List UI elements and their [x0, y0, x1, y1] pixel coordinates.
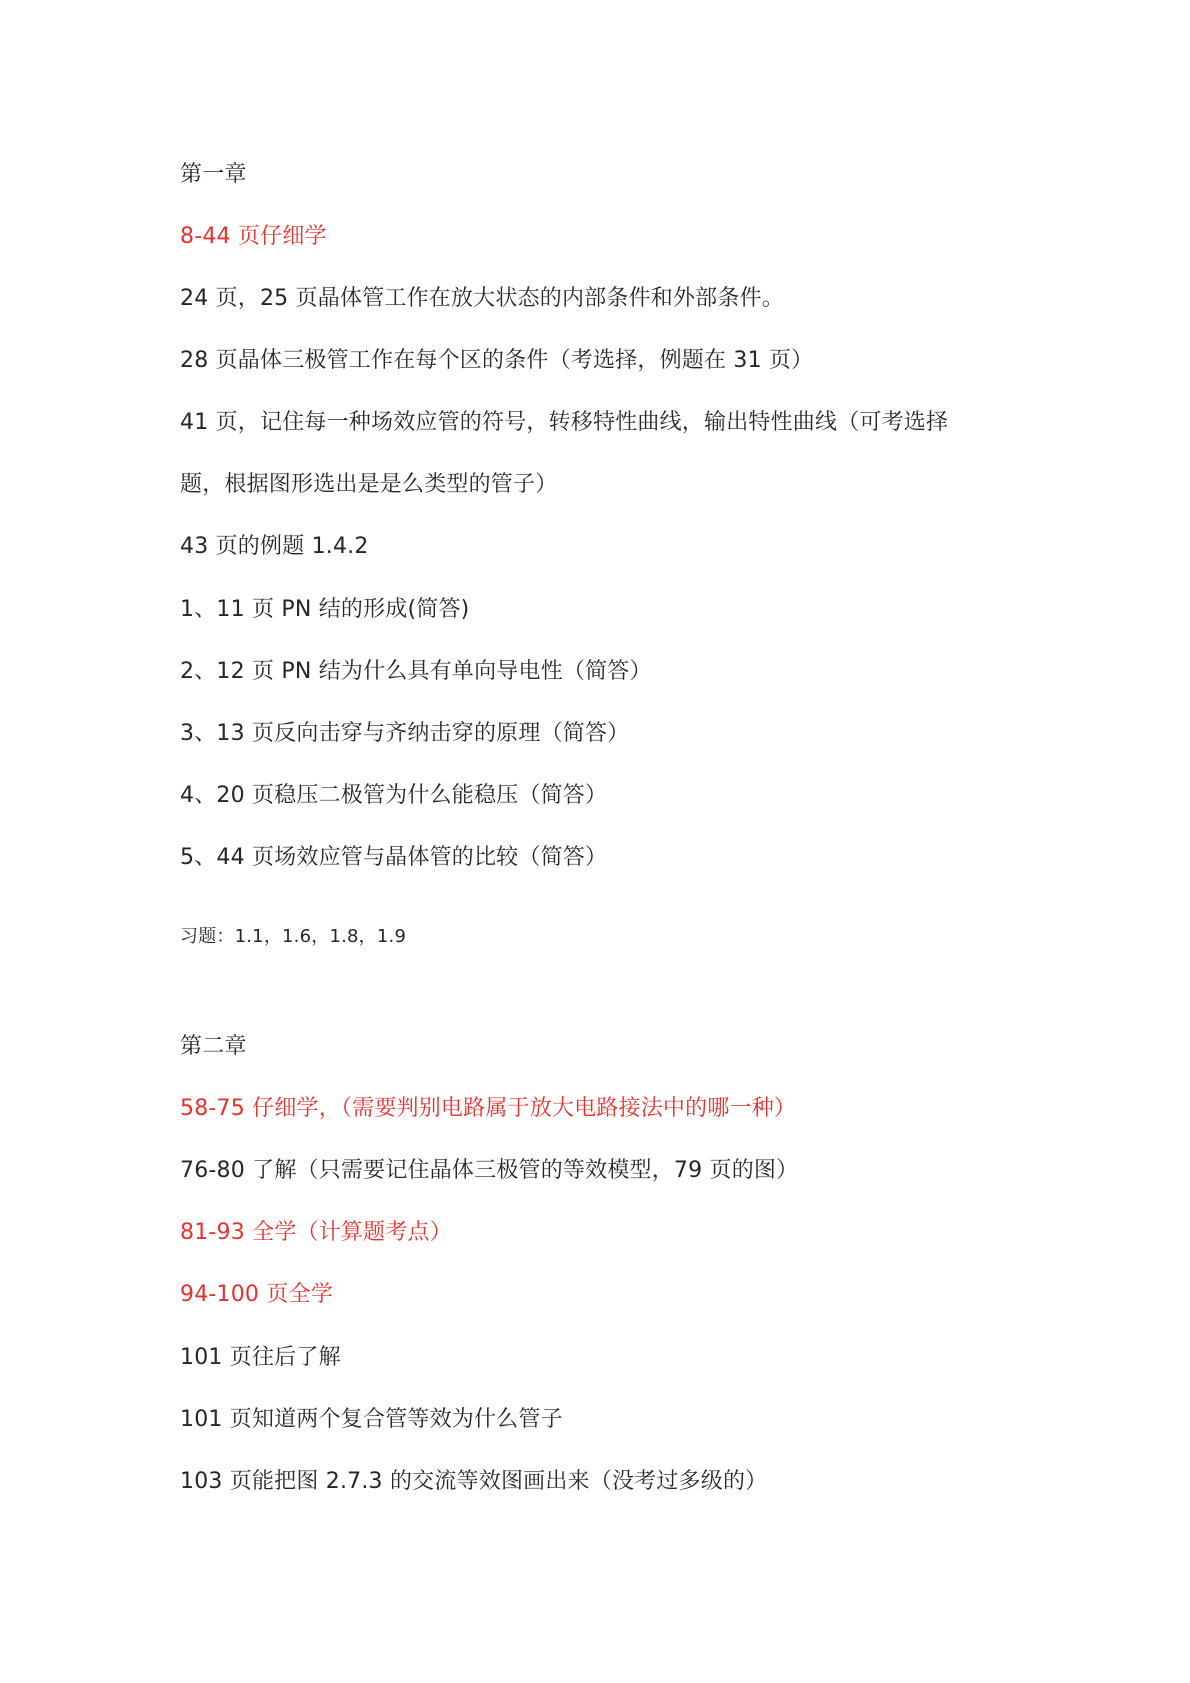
- chapter-2-line-3: 81-93 全学（计算题考点）: [180, 1220, 452, 1245]
- chapter-2-line-7: 103 页能把图 2.7.3 的交流等效图画出来（没考过多级的）: [180, 1469, 768, 1494]
- chapter-1-line-10: 4、20 页稳压二极管为什么能稳压（简答）: [180, 783, 608, 808]
- chapter-2-title: 第二章: [180, 1034, 247, 1059]
- chapter-1-line-2: 24 页，25 页晶体管工作在放大状态的内部条件和外部条件。: [180, 286, 784, 311]
- chapter-1-line-1: 8-44 页仔细学: [180, 224, 327, 249]
- chapter-1-exercises: 习题：1.1，1.6，1.8，1.9: [180, 926, 407, 947]
- chapter-2-line-6: 101 页知道两个复合管等效为什么管子: [180, 1407, 563, 1432]
- chapter-2-line-2: 76-80 了解（只需要记住晶体三极管的等效模型，79 页的图）: [180, 1158, 799, 1183]
- chapter-2-line-1: 58-75 仔细学，（需要判别电路属于放大电路接法中的哪一种）: [180, 1096, 797, 1121]
- chapter-1-line-4: 41 页，记住每一种场效应管的符号，转移特性曲线，输出特性曲线（可考选择: [180, 410, 949, 435]
- chapter-1-line-5: 题，根据图形选出是是么类型的管子）: [180, 472, 558, 497]
- chapter-2-line-4: 94-100 页全学: [180, 1282, 333, 1307]
- chapter-1-line-9: 3、13 页反向击穿与齐纳击穿的原理（简答）: [180, 721, 630, 746]
- chapter-1-line-7: 1、11 页 PN 结的形成(简答): [180, 597, 470, 622]
- chapter-1-line-3: 28 页晶体三极管工作在每个区的条件（考选择，例题在 31 页）: [180, 348, 814, 373]
- chapter-1-line-6: 43 页的例题 1.4.2: [180, 534, 369, 559]
- chapter-1-title: 第一章: [180, 162, 247, 187]
- chapter-1-line-11: 5、44 页场效应管与晶体管的比较（简答）: [180, 845, 608, 870]
- chapter-2-line-5: 101 页往后了解: [180, 1345, 341, 1370]
- chapter-1-line-8: 2、12 页 PN 结为什么具有单向导电性（简答）: [180, 659, 652, 684]
